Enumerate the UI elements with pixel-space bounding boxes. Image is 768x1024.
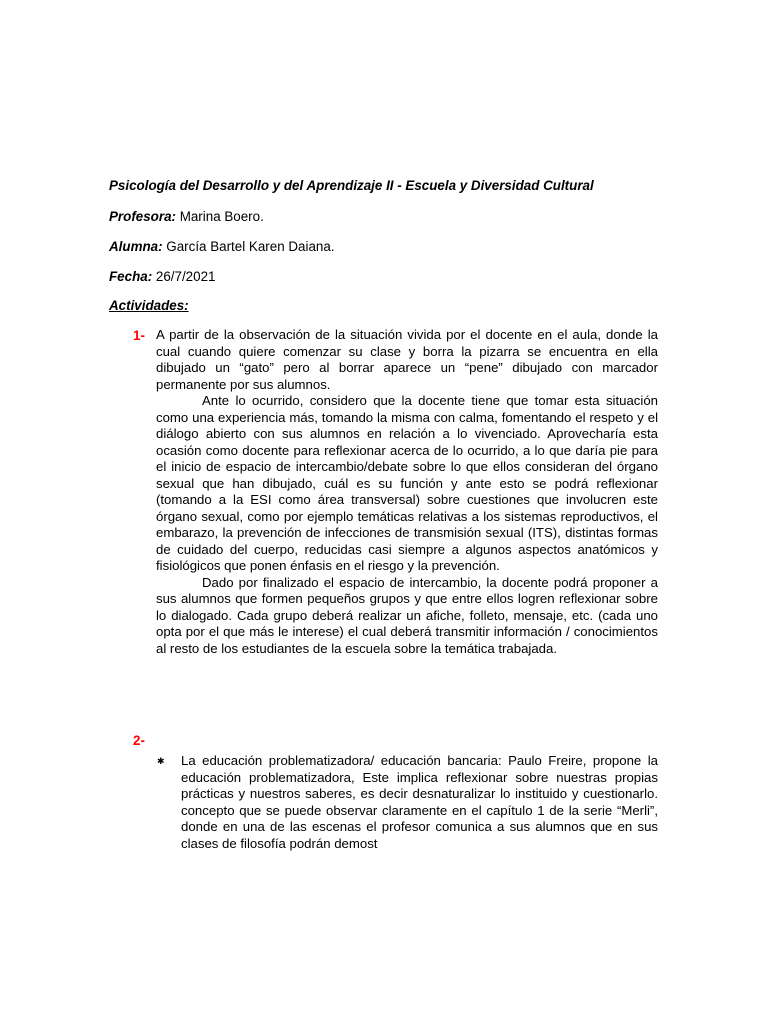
item-1-paragraph-3: Dado por finalizado el espacio de intercambio, la docente podrá proponer a sus alumnos que formen pequeños grupos y que entre ellos logren reflexionar sobre lo dialogado. Cada grupo deberá realizar un afiche, folleto, mensaje, etc. (cada uno opta por el que más le interese) el cual deberá transmitir información / conocimientos al resto de los estudiantes de la escuela sobre la temática trabajada. [156,574,658,656]
date-value: 26/7/2021 [152,269,216,284]
teacher-line [109,209,264,224]
student-line [109,239,335,254]
item-2-number: 2- [133,733,145,748]
teacher-value: Marina Boero. [175,209,264,224]
date-line [109,269,215,284]
student-label: Alumna: [109,239,163,254]
teacher-label: Profesora: [109,209,176,224]
student-value: García Bartel Karen Daiana. [162,239,335,254]
item-1-paragraph-1: A partir de la observación de la situación vivida por el docente en el aula, donde la cual cuando quiere comenzar su clase y borra la pizarra se encuentra en ella dibujado un “gato” pero al borrar aparece un “pene” dibujado con marcador permanente por sus alumnos. [156,327,658,392]
item-2-bullet-paragraph: La educación problematizadora/ educación bancaria: Paulo Freire, propone la educación problematizadora, Este implica reflexionar sobre nuestras propias prácticas y nuestros saberes, es decir desnaturalizar lo instituido y cuestionarlo. concepto que se puede observar claramente en el capítulo 1 de la serie “Merli”, donde en una de las escenas el profesor comunica a sus alumnos que en sus clases de filosofía podrán demost [181,753,658,851]
item-1-number: 1- [133,328,145,343]
date-label: Fecha: [109,269,153,284]
document-title: Psicología del Desarrollo y del Aprendizaje II - Escuela y Diversidad Cultural [109,178,594,193]
item-1-paragraph-2: Ante lo ocurrido, considero que la docente tiene que tomar esta situación como una experiencia más, tomando la misma con calma, fomentando el respeto y el diálogo abierto con sus alumnos en relación a lo vivenciado. Aprovecharía esta ocasión como docente para reflexionar acerca de lo ocurrido, a lo que daría pie para el inicio de espacio de intercambio/debate sobre lo que ellos consideran del órgano sexual que han dibujado, cuál es su función y ante esto se podrá reflexionar (tomando a la ESI como área transversal) sobre cuestiones que involucren este órgano sexual, como por ejemplo temáticas relativas a los sistemas reproductivos, el embarazo, la prevención de infecciones de transmisión sexual (ITS), distintas formas de cuidado del cuerpo, reducidas casi siempre a algunos aspectos anatómicos y fisiológicos que ponen énfasis en el riesgo y la prevención. [156,393,658,573]
activities-heading: Actividades: [109,298,189,313]
item-2-bullet-text [181,753,658,852]
bullet-asterisk-icon: ✱ [157,756,165,766]
item-1-body [156,327,658,657]
